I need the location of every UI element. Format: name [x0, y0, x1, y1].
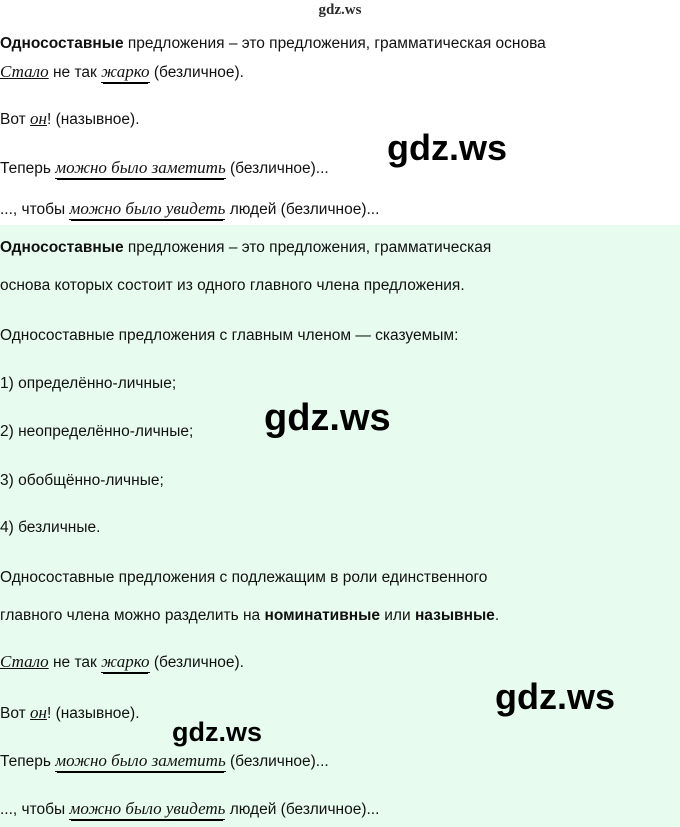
green-example-4-tail: людей (безличное)... [225, 801, 380, 818]
list-item: 1) определённо-личные; [0, 375, 177, 392]
green-example-3 [0, 751, 329, 772]
example-1-tail: (безличное). [149, 64, 244, 81]
example-2-pre: Вот [0, 111, 31, 128]
example-4-pre: ..., чтобы [0, 201, 70, 218]
green-subject-paragraph-line-1: Односоставные предложения с подлежащим в роли единственного [0, 569, 488, 586]
top-definition-tail: предложения – это предложения, грамматическая основа [123, 35, 546, 52]
paragraph-tail: . [494, 607, 500, 624]
watermark-large-2: gdz.ws [264, 397, 391, 439]
green-example-2-pre: Вот [0, 705, 31, 722]
example-1-mid: не так [48, 64, 102, 81]
paragraph-mid: или [379, 607, 415, 624]
example-3-phrase: можно было заметить [55, 158, 226, 177]
example-3-tail: (безличное)... [225, 160, 329, 177]
top-definition-bold-rest: дносоставные [11, 35, 124, 52]
term-naming: назывные [414, 607, 495, 624]
green-example-2 [0, 703, 140, 724]
green-definition-tail: предложения – это предложения, грамматическая [123, 239, 492, 256]
paragraph-pre: главного члена можно разделить на [0, 607, 265, 624]
watermark-large-1: gdz.ws [387, 127, 508, 168]
example-1-predicate: жарко [101, 62, 150, 81]
example-1-subject: Стало [0, 62, 49, 81]
green-example-1-mid: не так [48, 654, 102, 671]
list-item: 4) безличные. [0, 519, 101, 536]
green-definition-line-2: основа которых состоит из одного главного члена предложения. [0, 277, 465, 294]
top-example-3 [0, 158, 329, 179]
green-example-4 [0, 799, 379, 820]
top-example-1 [0, 62, 244, 83]
green-example-3-tail: (безличное)... [225, 753, 329, 770]
example-4-phrase: можно было увидеть [69, 199, 226, 218]
list-item: 2) неопределённо-личные; [0, 423, 194, 440]
example-2-subject: он [30, 109, 47, 128]
term-nominative: номинативные [264, 607, 380, 624]
top-definition-bold-o: О [0, 35, 12, 52]
watermark-top: gdz.ws [318, 2, 362, 18]
green-example-3-pre: Теперь [0, 753, 56, 770]
green-example-3-phrase: можно было заметить [55, 751, 226, 770]
green-definition-line-1 [0, 238, 491, 258]
green-example-1-tail: (безличное). [149, 654, 244, 671]
example-3-pre: Теперь [0, 160, 56, 177]
watermark-large-3: gdz.ws [495, 676, 616, 717]
top-definition-line [0, 34, 546, 54]
green-example-2-tail: ! (назывное). [46, 705, 140, 722]
green-highlight-section [0, 225, 680, 827]
green-subject-paragraph-line-2 [0, 606, 499, 626]
green-example-1-predicate: жарко [101, 652, 150, 671]
top-example-4 [0, 199, 379, 220]
green-example-1 [0, 652, 244, 673]
green-example-4-pre: ..., чтобы [0, 801, 70, 818]
green-definition-bold-rest: дносоставные [11, 239, 124, 256]
green-example-4-phrase: можно было увидеть [69, 799, 226, 818]
example-4-tail: людей (безличное)... [225, 201, 380, 218]
example-2-tail: ! (назывное). [46, 111, 140, 128]
top-example-2 [0, 109, 140, 130]
watermark-small-1: gdz.ws [172, 717, 263, 747]
green-definition-bold-o: О [0, 239, 12, 256]
green-subheading-predicate: Односоставные предложения с главным членом — сказуемым: [0, 327, 459, 344]
list-item: 3) обобщённо-личные; [0, 472, 164, 489]
green-example-2-subject: он [30, 703, 47, 722]
green-example-1-subject: Стало [0, 652, 49, 671]
